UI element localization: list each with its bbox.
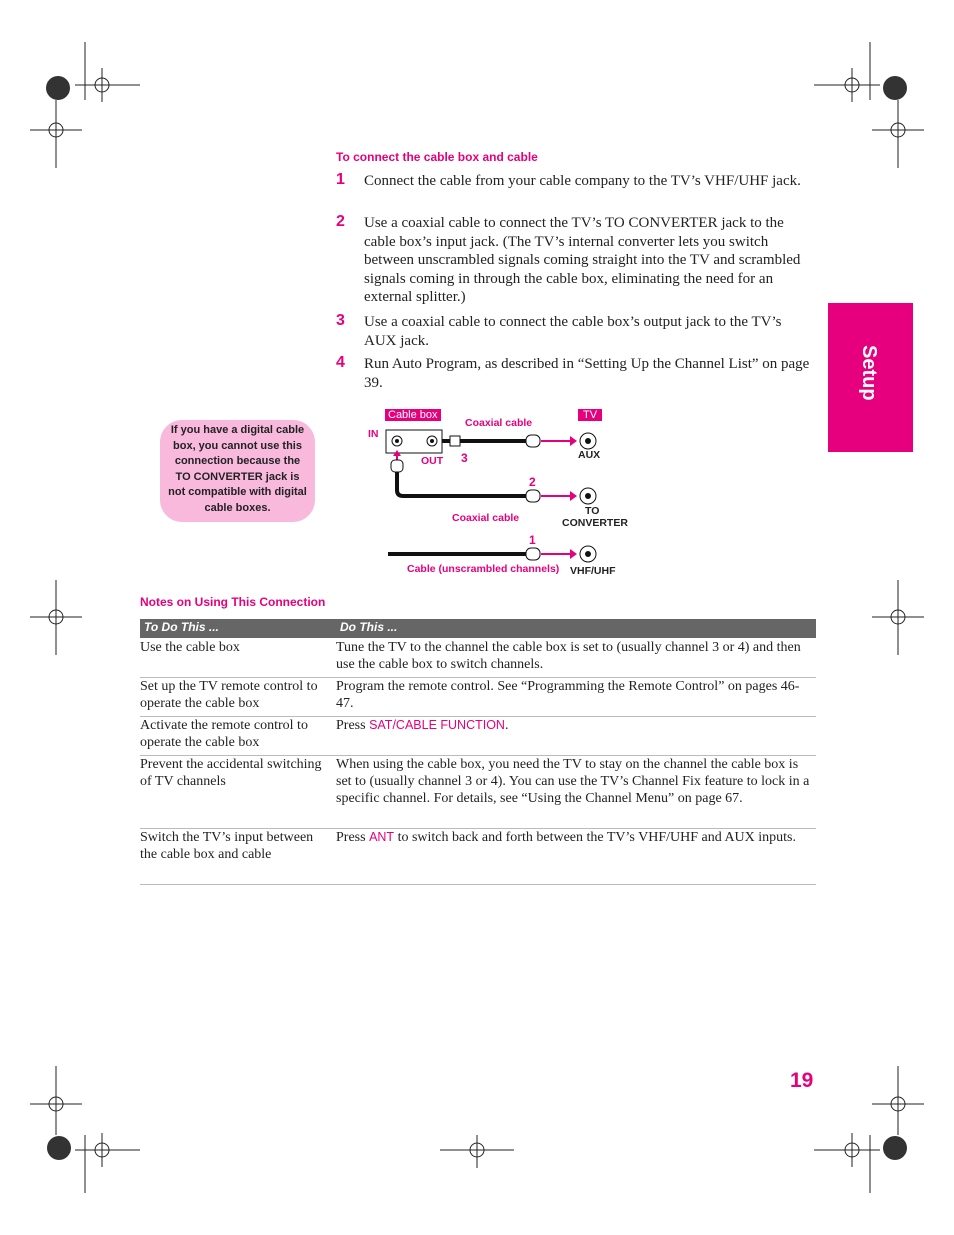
column-header-do: Do This ...: [340, 620, 398, 634]
aux-label: AUX: [578, 449, 601, 461]
do-text: Press: [336, 718, 370, 733]
section-heading: To connect the cable box and cable: [336, 150, 538, 164]
step-text: Run Auto Program, as described in “Setting Up the Channel List” on page 39.: [364, 356, 810, 391]
step-text: Connect the cable from your cable company to the TV’s VHF/UHF jack.: [364, 173, 801, 189]
in-label: IN: [368, 428, 379, 440]
aux-jack-icon: [580, 433, 596, 449]
side-tab: [828, 303, 913, 452]
do-cell: [336, 717, 816, 734]
coax-cable-mid-label: Coaxial cable: [452, 512, 520, 524]
step-number: 2: [336, 213, 345, 230]
step-text: Use a coaxial cable to connect the TV’s TO CONVERTER jack to the cable box’s input jack. (The TV’s internal converter lets you switch between unscrambled signals coming straight into the TV and scrambled signals coming in through the cable box, eliminating the need for an external splitter.): [364, 215, 801, 306]
do-cell: Tune the TV to the channel the cable box is set to (usually channel 3 or 4) and then use the cable box to switch channels.: [336, 640, 801, 672]
diagram-number-1: 1: [529, 533, 536, 547]
step-number: 1: [336, 171, 345, 188]
do-cell: When using the cable box, you need the TV to stay on the channel the cable box is set to (usually channel 3 or 4). You can use the TV’s Channel Fix feature to lock in a specific channel. For details, see “Using the Channel Menu” on page 67.: [336, 757, 810, 806]
table-row: [140, 717, 816, 756]
in-jack-icon: [392, 436, 402, 446]
note-text: If you have a digital cable box, you cannot use this connection because the TO CONVERTER jack is not compatible with digital cable boxes.: [168, 424, 307, 514]
table-row: [140, 639, 816, 678]
step-1: [336, 172, 816, 191]
do-text: Press: [336, 830, 370, 845]
table-row: [140, 756, 816, 829]
cable-unscrambled-label: Cable (unscrambled channels): [407, 563, 560, 575]
button-name: ANT: [369, 830, 395, 844]
do-text: .: [504, 718, 509, 733]
to-converter-jack-icon: [580, 488, 596, 504]
diagram-number-3: 3: [461, 451, 468, 465]
diagram-number-2: 2: [529, 475, 536, 489]
do-cell: [336, 829, 816, 846]
step-3: [336, 313, 816, 350]
column-header-todo: To Do This ...: [144, 620, 219, 634]
table-row: [140, 678, 816, 717]
connector-icon: [526, 548, 540, 560]
step-2: [336, 214, 816, 307]
button-name: SAT/CABLE FUNCTION: [369, 718, 505, 732]
out-jack-icon: [427, 436, 437, 446]
to-label: TO: [585, 505, 600, 517]
note-bubble: [160, 420, 315, 522]
converter-label: CONVERTER: [562, 517, 628, 529]
out-label: OUT: [421, 455, 444, 467]
page-number: 19: [790, 1069, 814, 1092]
step-number: 4: [336, 354, 345, 371]
table-header: [140, 619, 816, 638]
cable-box-tag: Cable box: [385, 409, 441, 421]
notes-heading: Notes on Using This Connection: [140, 595, 326, 609]
side-tab-label: Setup: [858, 345, 880, 401]
vhf-uhf-label: VHF/UHF: [570, 565, 616, 577]
todo-cell: Prevent the accidental switching of TV channels: [140, 757, 322, 789]
step-4: [336, 355, 816, 392]
todo-cell: Switch the TV’s input between the cable box and cable: [140, 830, 314, 862]
coax-cable-top-label: Coaxial cable: [465, 417, 533, 429]
todo-cell: Set up the TV remote control to operate the cable box: [140, 679, 318, 711]
step-text: Use a coaxial cable to connect the cable box’s output jack to the TV’s AUX jack.: [364, 314, 782, 349]
tv-tag: TV: [578, 409, 602, 421]
do-text: to switch back and forth between the TV’s VHF/UHF and AUX inputs.: [394, 830, 797, 845]
step-number: 3: [336, 312, 345, 329]
vhf-uhf-jack-icon: [580, 546, 596, 562]
table-row: [140, 829, 816, 885]
todo-cell: Use the cable box: [140, 640, 240, 655]
todo-cell: Activate the remote control to operate the cable box: [140, 718, 308, 750]
coax-cable-2: [397, 460, 530, 496]
do-cell: Program the remote control. See “Programming the Remote Control” on pages 46-47.: [336, 679, 800, 711]
